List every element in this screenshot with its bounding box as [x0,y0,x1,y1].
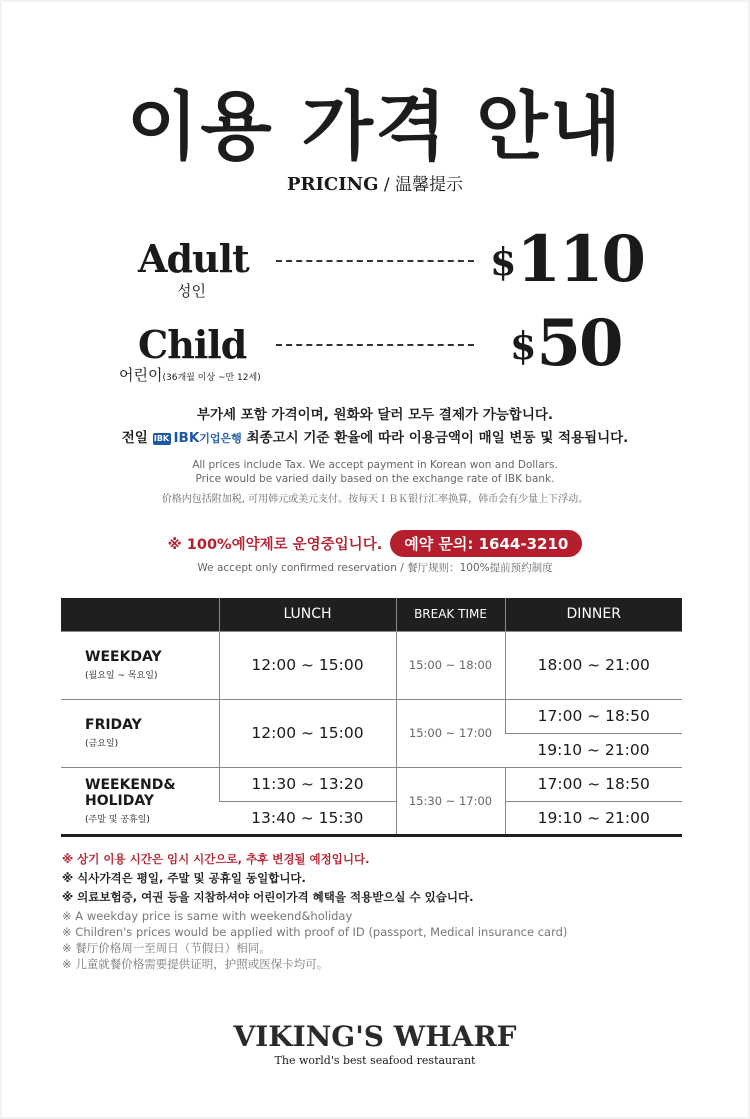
pricing-poster [2,2,748,1117]
weekend-lunch-2: 13:40 ~ 15:30 [219,801,396,835]
weekend-dinner-2: 19:10 ~ 21:00 [505,801,682,835]
tax-note-en [2,458,748,486]
note-kr-2: ※ 식사가격은 평일, 주말 및 공휴일 동일합니다. [62,871,306,885]
note-other-2: ※ Children's prices would be applied with proof of ID (passport, Medical insurance card) [62,925,568,939]
friday-break: 15:00 ~ 17:00 [396,699,505,767]
tax-note-line2 [2,427,748,450]
page-title: 이용 가격 안내 [126,84,624,170]
weekend-kr: (주말 및 공휴일) [85,814,150,825]
ibk-name: IBK [173,430,200,446]
tax-note-kr [2,404,748,450]
table-header-row [61,598,682,631]
child-leader-dots [276,344,474,346]
adult-label: Adult [138,236,249,281]
friday-label [61,699,219,767]
reservation-text: ※ 100%예약제로 운영중입니다. [167,537,383,553]
weekend-break: 15:30 ~ 17:00 [396,767,505,835]
page-subtitle [2,170,748,195]
schedule-table [61,598,682,837]
brand-logo: VIKING'S WHARF [233,1020,517,1053]
header-lunch: LUNCH [219,598,396,631]
child-amount: 50 [536,306,622,381]
note-other-3: ※ 餐厅价格周一至周日（节假日）相同。 [62,941,271,955]
tax-note-line1: 부가세 포함 가격이며, 원화와 달러 모두 결제가 가능합니다. [196,407,554,423]
reservation-note [2,530,748,557]
weekend-label [61,767,219,835]
subtitle-sep: / [378,175,396,195]
ibk-mark-icon: IBK [153,434,170,443]
ibk-logo [153,427,242,450]
child-label: Child [138,322,247,367]
friday-lunch: 12:00 ~ 15:00 [219,699,396,767]
table-row-weekend [61,767,682,801]
ibk-name-small: 기업은행 [199,432,242,445]
tax-note-en2: Price would be varied daily based on the exchange rate of IBK bank. [195,473,555,485]
weekday-label [61,631,219,699]
weekday-lunch: 12:00 ~ 15:00 [219,631,396,699]
weekend-en1: WEEKEND& [85,776,176,793]
header-break-time: BREAK TIME [396,598,505,631]
weekday-dinner: 18:00 ~ 21:00 [505,631,682,699]
note-kr-3: ※ 의료보험증, 여권 등을 지참하셔야 어린이가격 혜택을 적용받으실 수 있습니다. [62,890,474,904]
child-sub-kr: 어린이 [119,366,163,384]
note-other-4: ※ 儿童就餐价格需要提供证明，护照或医保卡均可。 [62,957,329,971]
adult-leader-dots [276,260,474,262]
friday-kr: (금요일) [85,739,119,749]
child-price [510,306,622,381]
weekend-en2: HOLIDAY [85,792,155,809]
header-blank [61,598,219,631]
weekday-kr: (월요일 ~ 목요일) [85,671,158,681]
friday-dinner-2: 19:10 ~ 21:00 [505,733,682,767]
tax-note-line2-pre: 전일 [121,430,148,446]
note-other-1: ※ A weekday price is same with weekend&holiday [62,909,353,923]
friday-dinner-1: 17:00 ~ 18:50 [505,699,682,733]
notes-other [62,908,567,972]
subtitle-cn: 温馨提示 [395,175,464,195]
table-row-weekday [61,631,682,699]
tax-note-en1: All prices include Tax. We accept payment in Korean won and Dollars. [192,459,558,471]
note-kr-1: ※ 상기 이용 시간은 임시 시간으로, 추후 변경될 예정입니다. [62,852,370,866]
brand-tagline: The world's best seafood restaurant [274,1054,476,1067]
friday-en: FRIDAY [85,717,142,733]
tax-note-cn: 价格内包括附加税, 可用韩元或美元支付。按每天ＩＢＫ银行汇率换算，韩币会有少量上下浮动。 [161,494,589,505]
reservation-phone-badge: 예약 문의: 1644-3210 [390,530,582,557]
subtitle-en: PRICING [286,174,379,195]
weekend-dinner-1: 17:00 ~ 18:50 [505,767,682,801]
reservation-en: We accept only confirmed reservation / 餐厅规则：100%提前预约制度 [197,562,553,574]
adult-amount: 110 [516,222,645,297]
tax-note-line2-post: 최종고시 기준 환율에 따라 이용금액이 매일 변동 및 적용됩니다. [246,430,629,446]
header-dinner: DINNER [505,598,682,631]
weekday-break: 15:00 ~ 18:00 [396,631,505,699]
child-sub-label [119,364,261,385]
adult-price [490,222,644,297]
notes-kr [62,850,473,907]
adult-sub-label: 성인 [177,282,206,300]
table-row-friday [61,699,682,733]
weekday-en: WEEKDAY [85,649,162,665]
child-currency: $ [510,323,535,368]
adult-currency: $ [490,239,515,284]
child-age-note: (36개월 이상 ~만 12세) [162,373,261,383]
weekend-lunch-1: 11:30 ~ 13:20 [219,767,396,801]
